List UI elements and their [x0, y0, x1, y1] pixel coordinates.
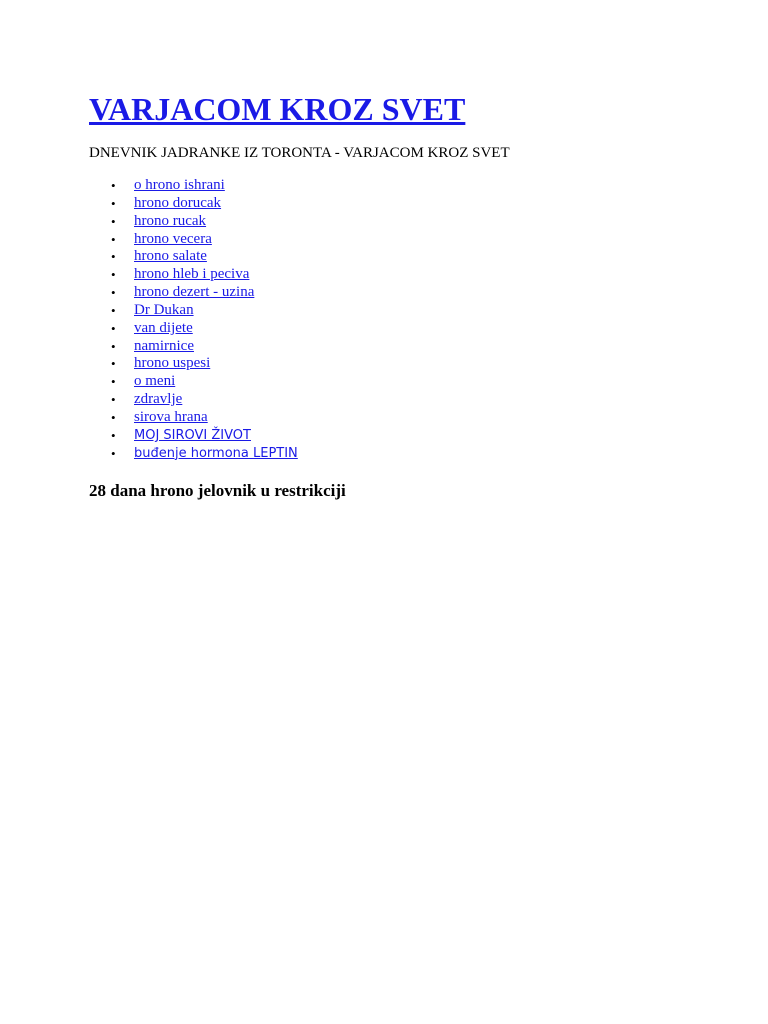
nav-link-hrono-uspesi[interactable]: hrono uspesi — [134, 355, 211, 372]
site-title-link[interactable]: VARJACOM KROZ SVET — [89, 91, 466, 127]
list-item — [89, 409, 729, 427]
nav-link-hrono-vecera[interactable]: hrono vecera — [134, 230, 212, 247]
nav-link-moj-sirovi-zivot[interactable]: MOJ SIROVI ŽIVOT — [134, 427, 251, 443]
list-item — [89, 195, 729, 213]
nav-link-budjenje-hormona-leptin[interactable]: buđenje hormona LEPTIN — [134, 445, 298, 461]
site-subtitle: DNEVNIK JADRANKE IZ TORONTA - VARJACOM KROZ SVET — [89, 145, 510, 161]
bullet-icon: • — [111, 267, 116, 283]
bullet-icon: • — [111, 374, 116, 390]
nav-link-sirova-hrana[interactable]: sirova hrana — [134, 408, 208, 425]
list-item — [89, 213, 729, 231]
nav-list — [89, 177, 729, 463]
list-item — [89, 302, 729, 320]
bullet-icon: • — [111, 392, 116, 408]
bullet-icon: • — [111, 445, 116, 461]
bullet-icon: • — [111, 213, 116, 229]
bullet-icon: • — [111, 249, 116, 265]
nav-link-hrono-rucak[interactable]: hrono rucak — [134, 212, 207, 229]
list-item — [89, 355, 729, 373]
list-item — [89, 177, 729, 195]
bullet-icon: • — [111, 285, 116, 301]
list-item — [89, 427, 729, 445]
list-item — [89, 320, 729, 338]
nav-link-hrono-dorucak[interactable]: hrono dorucak — [134, 194, 222, 211]
nav-link-van-dijete[interactable]: van dijete — [134, 319, 193, 336]
nav-link-hrono-salate[interactable]: hrono salate — [134, 248, 207, 265]
nav-link-hrono-hleb-i-peciva[interactable]: hrono hleb i peciva — [134, 266, 250, 283]
list-item — [89, 338, 729, 356]
list-item — [89, 284, 729, 302]
list-item — [89, 266, 729, 284]
nav-link-namirnice[interactable]: namirnice — [134, 337, 194, 354]
nav-link-hrono-dezert-uzina[interactable]: hrono dezert - uzina — [134, 284, 255, 301]
post-heading: 28 dana hrono jelovnik u restrikciji — [89, 480, 346, 500]
nav-link-dr-dukan[interactable]: Dr Dukan — [134, 301, 194, 318]
list-item — [89, 445, 729, 463]
list-item — [89, 391, 729, 409]
list-item — [89, 248, 729, 266]
bullet-icon: • — [111, 195, 116, 211]
nav-link-o-hrono-ishrani[interactable]: o hrono ishrani — [134, 177, 225, 193]
list-item — [89, 373, 729, 391]
nav-link-o-meni[interactable]: o meni — [134, 373, 176, 390]
bullet-icon: • — [111, 302, 116, 318]
bullet-icon: • — [111, 320, 116, 336]
list-item — [89, 231, 729, 249]
bullet-icon: • — [111, 409, 116, 425]
bullet-icon: • — [111, 178, 116, 193]
site-title — [89, 88, 729, 130]
bullet-icon: • — [111, 356, 116, 372]
page-content — [89, 88, 729, 501]
bullet-icon: • — [111, 231, 116, 247]
bullet-icon: • — [111, 338, 116, 354]
bullet-icon: • — [111, 427, 116, 443]
nav-link-zdravlje[interactable]: zdravlje — [134, 391, 183, 408]
